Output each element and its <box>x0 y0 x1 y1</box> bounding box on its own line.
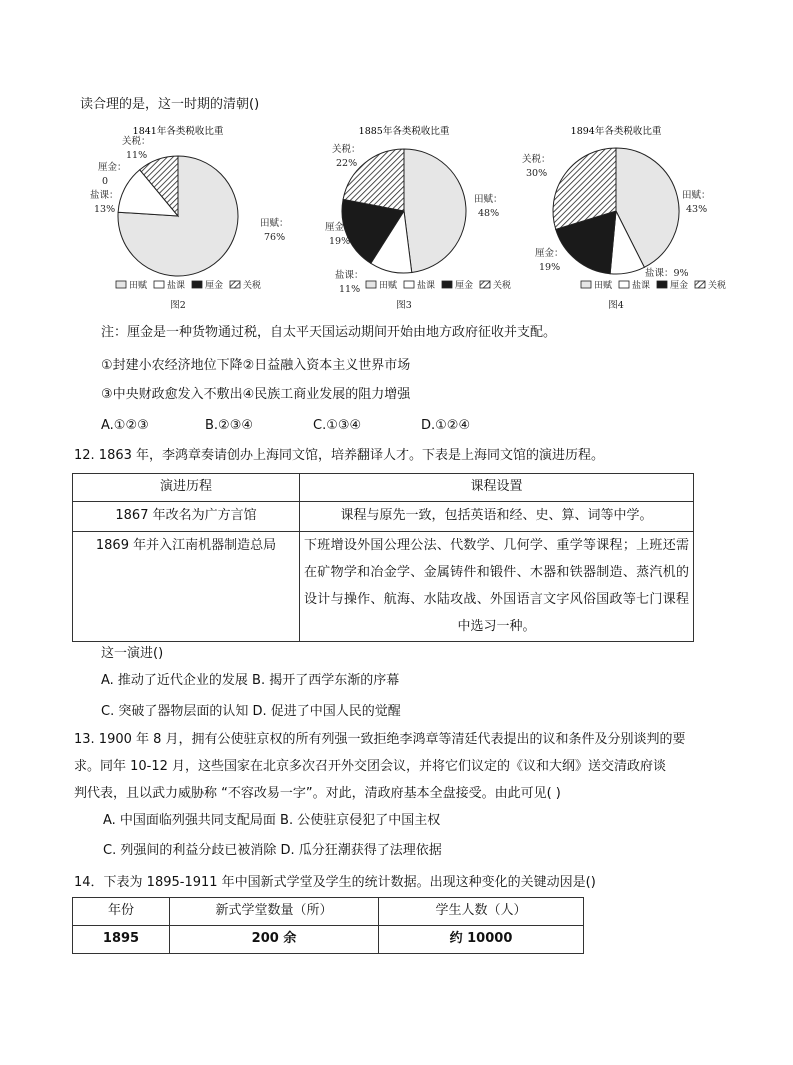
q12-after: 这一演进() <box>101 646 164 661</box>
slice-value: 19% <box>539 262 561 273</box>
legend-label: 田赋 <box>379 281 398 291</box>
chart-title: 1885年各类税收比重 <box>358 126 450 137</box>
legend-swatch <box>480 281 490 288</box>
q12-row2-courses: 下班增设外国公理公法、代数学、几何学、重学等课程；上班还需在矿物学和冶金学、金属铸件和锻件、木器和铁器制造、蒸汽机的设计与操作、航海、水陆攻战、外国语言文字风俗国政等七门课程中选习一种。 <box>300 532 694 642</box>
q11-statements-line2: ③中央财政愈发入不敷出④民族工商业发展的阻力增强 <box>101 387 411 402</box>
q11-option-b[interactable]: B.②③④ <box>205 418 254 433</box>
figure-label: 图3 <box>396 300 412 311</box>
slice-value: 19% <box>329 236 351 247</box>
q14-row-students: 约 10000 <box>379 926 584 954</box>
legend-label: 田赋 <box>129 281 148 291</box>
slice-value: 48% <box>478 208 500 219</box>
legend-swatch <box>442 281 452 288</box>
q13-options-line2[interactable]: C. 列强间的利益分歧已被消除 D. 瓜分狂潮获得了法理依据 <box>103 843 442 858</box>
q14-header-year: 年份 <box>73 898 170 926</box>
slice-label: 盐课：9% <box>645 268 689 279</box>
q14-header-students: 学生人数（人） <box>379 898 584 926</box>
q11-option-c[interactable]: C.①③④ <box>313 418 362 433</box>
slice-value: 22% <box>336 158 358 169</box>
q12-header-courses: 课程设置 <box>300 474 694 502</box>
q12-stem: 12. 1863 年，李鸿章奏请创办上海同文馆，培养翻译人才。下表是上海同文馆的演进历程。 <box>74 448 605 463</box>
slice-value: 11% <box>126 150 148 161</box>
slice-label: 盐课： <box>90 190 119 201</box>
legend-swatch <box>230 281 240 288</box>
table-row <box>73 502 694 532</box>
slice-label: 田赋： <box>260 218 289 229</box>
legend-swatch <box>581 281 591 288</box>
legend-swatch <box>366 281 376 288</box>
chart-title: 1841年各类税收比重 <box>132 126 224 137</box>
q11-statements-line1: ①封建小农经济地位下降②日益融入资本主义世界市场 <box>101 358 411 373</box>
q13-line3: 判代表，且以武力威胁称 “不容改易一字”。对此，清政府基本全盘接受。由此可见( ) <box>74 786 561 801</box>
slice-label: 田赋： <box>682 190 711 201</box>
q13-options-line1[interactable]: A. 中国面临列强共同支配局面 B. 公使驻京侵犯了中国主权 <box>103 813 441 828</box>
legend-swatch <box>695 281 705 288</box>
q12-row1-history: 1867 年改名为广方言馆 <box>73 502 300 532</box>
slice-label: 关税： <box>332 144 361 155</box>
figure-label: 图4 <box>608 300 624 311</box>
slice-value: 11% <box>339 284 361 295</box>
slice-label: 关税： <box>522 154 551 165</box>
legend-label: 关税 <box>708 281 727 291</box>
slice-value: 0 <box>102 176 109 187</box>
q14-stem: 14．下表为 1895-1911 年中国新式学堂及学生的统计数据。出现这种变化的关键动因是() <box>74 875 596 890</box>
legend-label: 厘金 <box>205 281 224 291</box>
legend-label: 盐课 <box>417 281 436 291</box>
legend-label: 盐课 <box>167 281 186 291</box>
table-row <box>73 926 584 954</box>
q14-row-year: 1895 <box>73 926 170 954</box>
pie-slice-1 <box>404 149 466 273</box>
q12-options-line2[interactable]: C. 突破了器物层面的认知 D. 促进了中国人民的觉醒 <box>101 704 401 719</box>
slice-label: 田赋： <box>474 194 503 205</box>
table-row <box>73 532 694 642</box>
q11-option-a[interactable]: A.①②③ <box>101 418 149 433</box>
slice-value: 30% <box>526 168 548 179</box>
q12-table-header <box>73 474 694 502</box>
q11-stem-tail: 读合理的是，这一时期的清朝() <box>80 97 260 112</box>
q14-header-schools: 新式学堂数量（所） <box>170 898 379 926</box>
q14-row-schools: 200 余 <box>170 926 379 954</box>
q12-row2-history: 1869 年并入江南机器制造总局 <box>73 532 300 642</box>
slice-value: 76% <box>264 232 286 243</box>
slice-label: 厘金： <box>98 162 127 173</box>
legend-label: 盐课 <box>632 281 651 291</box>
q14-table <box>72 897 584 954</box>
q14-table-header <box>73 898 584 926</box>
legend-label: 田赋 <box>594 281 613 291</box>
q12-options-line1[interactable]: A. 推动了近代企业的发展 B. 揭开了西学东渐的序幕 <box>101 673 400 688</box>
slice-label: 厘金： <box>325 222 354 233</box>
legend-label: 厘金 <box>670 281 689 291</box>
q12-row1-courses: 课程与原先一致，包括英语和经、史、算、词等中学。 <box>300 502 694 532</box>
q13-line1: 13. 1900 年 8 月，拥有公使驻京权的所有列强一致拒绝李鸿章等清廷代表提出的议和条件及分别谈判的要 <box>74 732 686 747</box>
q11-note: 注：厘金是一种货物通过税，自太平天国运动期间开始由地方政府征收并支配。 <box>101 325 557 340</box>
q12-table <box>72 473 694 642</box>
slice-label: 关税： <box>122 136 151 147</box>
slice-label: 厘金： <box>535 248 564 259</box>
legend-label: 关税 <box>243 281 262 291</box>
legend-swatch <box>404 281 414 288</box>
legend-swatch <box>619 281 629 288</box>
legend-swatch <box>657 281 667 288</box>
legend-swatch <box>116 281 126 288</box>
q13-line2: 求。同年 10-12 月，这些国家在北京多次召开外交团会议，并将它们议定的《议和大纲》送交清政府谈 <box>74 759 667 774</box>
legend-swatch <box>192 281 202 288</box>
legend-swatch <box>154 281 164 288</box>
chart-title: 1894年各类税收比重 <box>570 126 662 137</box>
q11-option-d[interactable]: D.①②④ <box>421 418 471 433</box>
pie-charts-figure <box>70 118 740 318</box>
q12-header-history: 演进历程 <box>73 474 300 502</box>
slice-label: 盐课： <box>335 270 364 281</box>
legend-label: 厘金 <box>455 281 474 291</box>
legend-label: 关税 <box>493 281 512 291</box>
slice-value: 13% <box>94 204 116 215</box>
slice-value: 43% <box>686 204 708 215</box>
figure-label: 图2 <box>170 300 186 311</box>
